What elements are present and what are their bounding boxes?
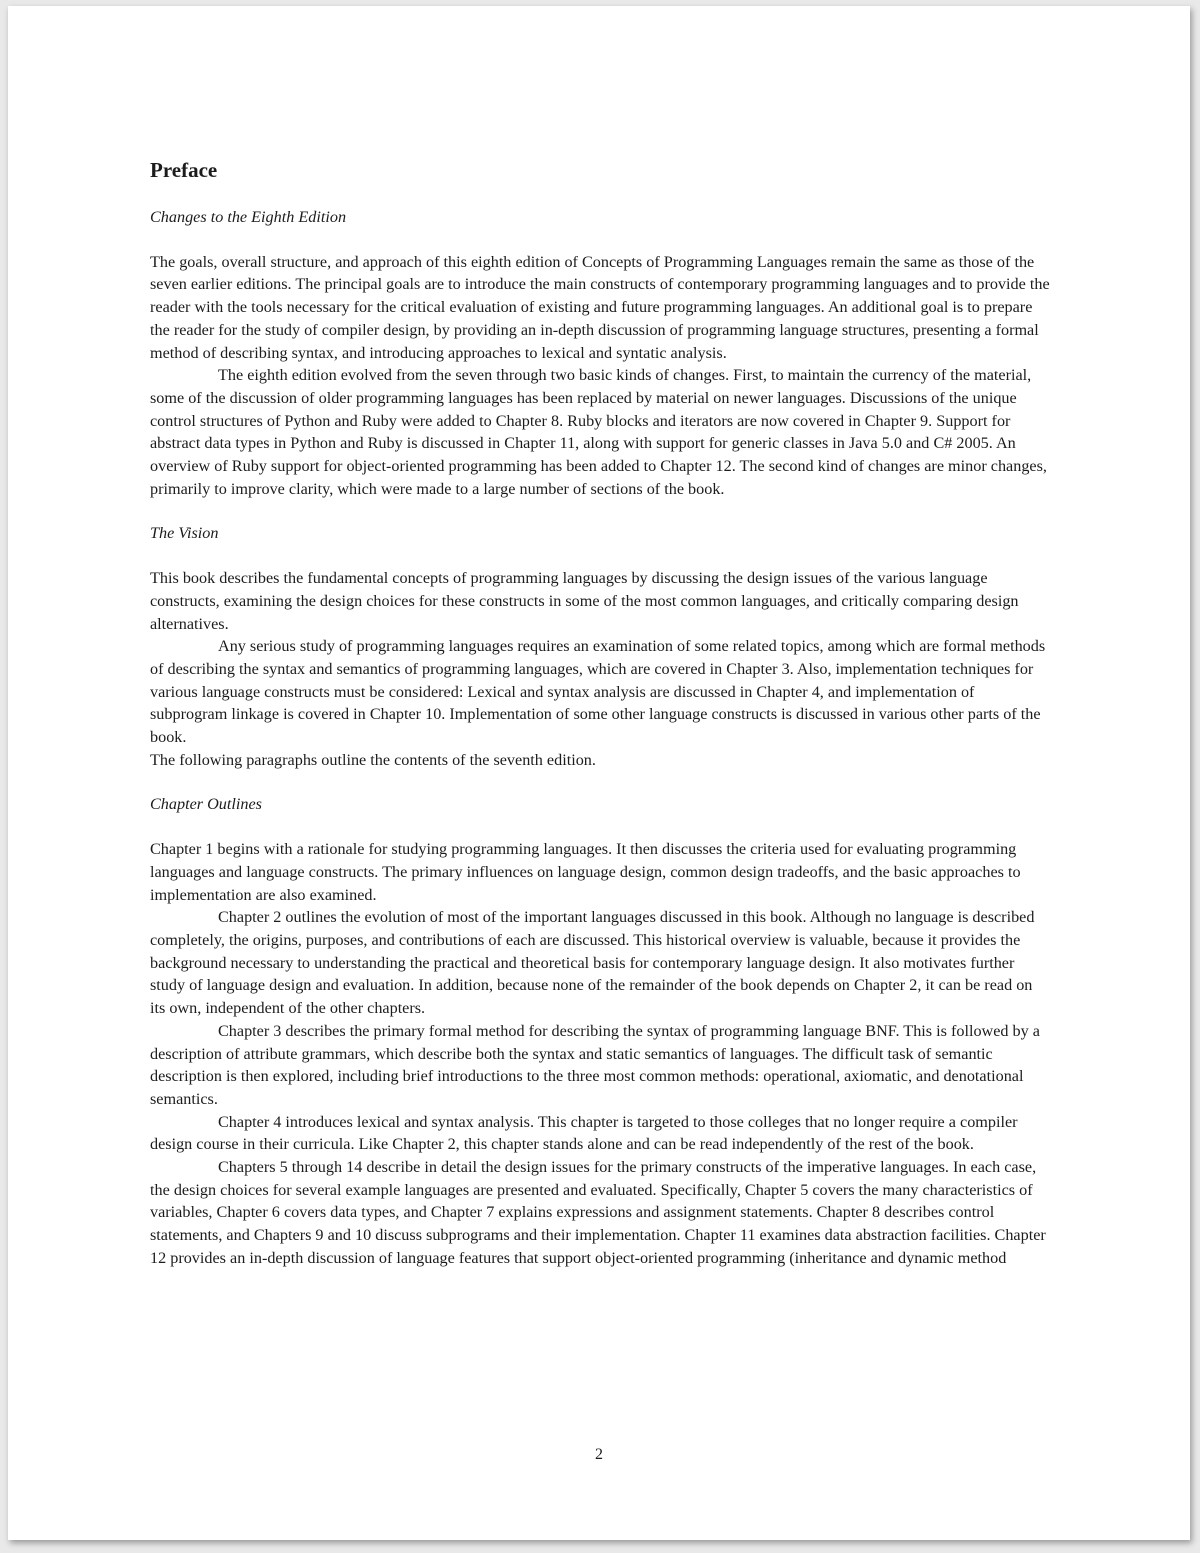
document-page — [8, 6, 1190, 1540]
section-heading-vision: The Vision — [150, 524, 219, 543]
paragraph: The following paragraphs outline the contents of the seventh edition. — [150, 750, 596, 769]
section-heading-changes: Changes to the Eighth Edition — [150, 208, 347, 226]
paragraph: Chapter 4 introduces lexical and syntax analysis. This chapter is targeted to those colleges that no longer require a compiler design course in their curricula. Like Chapter 2, this chapter stands alone and can be read independently of the rest of the book. — [150, 1112, 1018, 1154]
paragraph: The eighth edition evolved from the seven through two basic kinds of changes. First, to maintain the currency of the material, some of the discussion of older programming languages has been replaced by material on newer languages. Discussions of the unique control structures of Python and Ruby were added to Chapter 8. Ruby blocks and iterators are now covered in Chapter 9. Support for abstract data types in Python and Ruby is discussed in Chapter 11, along with support for generic classes in Java 5.0 and C# 2005. An overview of Ruby support for object-oriented programming has been added to Chapter 12. The second kind of changes are minor changes, primarily to improve clarity, which were made to a large number of sections of the book. — [150, 366, 1047, 498]
page-content — [150, 156, 1050, 1270]
paragraph: Chapter 2 outlines the evolution of most of the important languages discussed in this book. Although no language is described completely, the origins, purposes, and contributions of each are discussed. This historical overview is valuable, because it provides the background necessary to understanding the practical and theoretical basis for contemporary language design. It also motivates further study of language design and evaluation. In addition, because none of the remainder of the book depends on Chapter 2, it can be read on its own, independent of the other chapters. — [150, 908, 1035, 1018]
section-gap — [150, 500, 1050, 522]
section-gap — [150, 771, 1050, 793]
paragraph: Chapter 3 describes the primary formal method for describing the syntax of programming language BNF. This is followed by a description of attribute grammars, which describe both the syntax and static semantics of languages. The difficult task of semantic description is then explored, including brief introductions to the three most common methods: operational, axiomatic, and denotational semantics. — [150, 1021, 1040, 1108]
paragraph: The goals, overall structure, and approach of this eighth edition of Concepts of Programming Languages remain the same as those of the seven earlier editions. The principal goals are to introduce the main constructs of contemporary programming languages and to provide the reader with the tools necessary for the critical evaluation of existing and future programming languages. An additional goal is to prepare the reader for the study of compiler design, by providing an in-depth discussion of programming language structures, presenting a formal method of describing syntax, and introducing approaches to lexical and syntatic analysis. — [150, 252, 1050, 362]
section-heading-chapter-outlines: Chapter Outlines — [150, 795, 262, 814]
paragraph: This book describes the fundamental concepts of programming languages by discussing the design issues of the various language constructs, examining the design choices for these constructs in some of the most common languages, and critically comparing design alternatives. — [150, 569, 1019, 633]
paragraph: Any serious study of programming languages requires an examination of some related topics, among which are formal methods of describing the syntax and semantics of programming languages, which are covered in Chapter 3. Also, implementation techniques for various language constructs must be considered: Lexical and syntax analysis are discussed in Chapter 4, and implementation of subprogram linkage is covered in Chapter 10. Implementation of some other language constructs is discussed in various other parts of the book. — [150, 637, 1046, 747]
paragraph: Chapters 5 through 14 describe in detail the design issues for the primary constructs of the imperative languages. In each case, the design choices for several example languages are presented and evaluated. Specifically, Chapter 5 covers the many characteristics of variables, Chapter 6 covers data types, and Chapter 7 explains expressions and assignment statements. Chapter 8 describes control statements, and Chapters 9 and 10 discuss subprograms and their implementation. Chapter 11 examines data abstraction facilities. Chapter 12 provides an in-depth discussion of language features that support object-oriented programming (inheritance and dynamic method — [150, 1158, 1046, 1267]
page-title: Preface — [150, 158, 218, 182]
paragraph: Chapter 1 begins with a rationale for studying programming languages. It then discusses the criteria used for evaluating programming languages and language constructs. The primary influences on language design, common design tradeoffs, and the basic approaches to implementation are also examined. — [150, 840, 1021, 904]
page-number: 2 — [595, 1446, 603, 1463]
